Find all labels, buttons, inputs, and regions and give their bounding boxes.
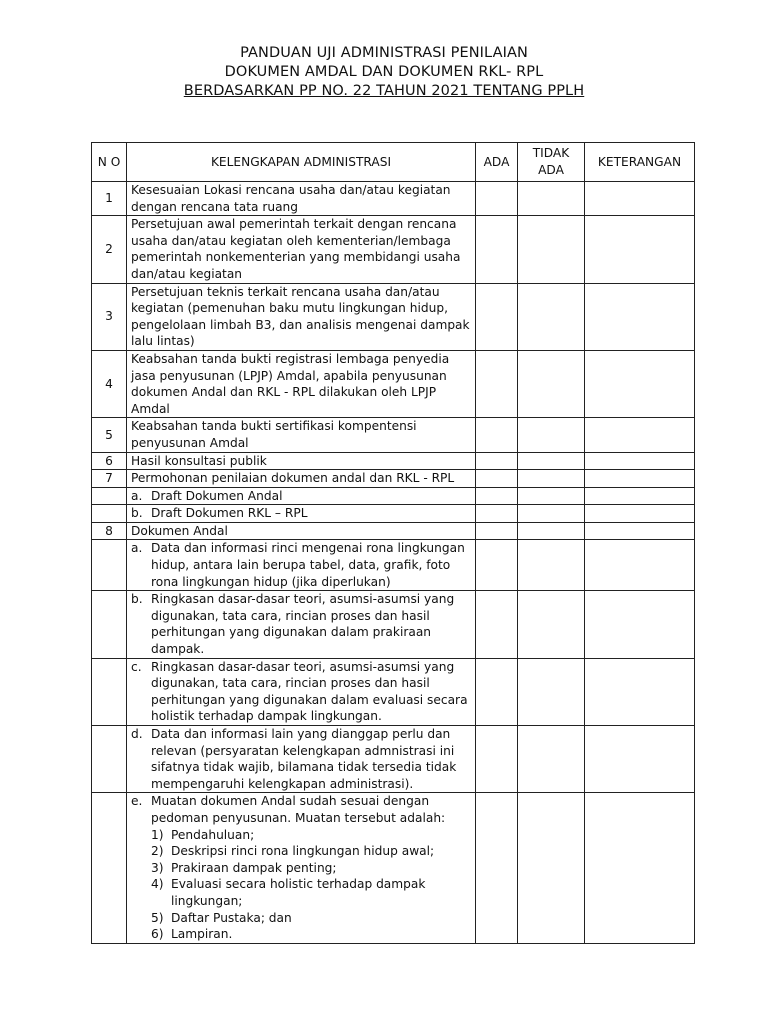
keterangan-cell xyxy=(585,350,695,417)
row-number: 2 xyxy=(92,216,127,283)
ada-cell xyxy=(476,540,518,591)
row-requirement: Hasil konsultasi publik xyxy=(127,452,476,470)
row-requirement xyxy=(127,487,476,505)
header-no: N O xyxy=(92,143,127,182)
ada-cell xyxy=(476,283,518,350)
ada-cell xyxy=(476,216,518,283)
row-number: 1 xyxy=(92,182,127,216)
table-row xyxy=(92,452,695,470)
row-number xyxy=(92,726,127,793)
row-requirement: Dokumen Andal xyxy=(127,522,476,540)
table-row xyxy=(92,487,695,505)
row-number xyxy=(92,591,127,658)
ada-cell xyxy=(476,505,518,523)
ada-cell xyxy=(476,182,518,216)
numbered-item xyxy=(131,876,471,909)
ada-cell xyxy=(476,591,518,658)
row-requirement xyxy=(127,540,476,591)
table-row xyxy=(92,470,695,488)
row-number: 6 xyxy=(92,452,127,470)
ada-cell xyxy=(476,418,518,452)
tidak-ada-cell xyxy=(518,452,585,470)
row-number: 3 xyxy=(92,283,127,350)
sub-item-marker: a. xyxy=(131,541,143,556)
sub-item-marker: d. xyxy=(131,727,143,741)
row-number: 4 xyxy=(92,350,127,417)
numbered-item-marker: 6) xyxy=(151,927,164,942)
sub-item-text: Draft Dokumen RKL – RPL xyxy=(151,506,308,521)
numbered-item-marker: 2) xyxy=(151,844,164,859)
numbered-item-text: Prakiraan dampak penting; xyxy=(171,860,337,875)
tidak-ada-cell xyxy=(518,522,585,540)
keterangan-cell xyxy=(585,540,695,591)
tidak-ada-cell xyxy=(518,216,585,283)
numbered-item-text: Evaluasi secara holistic terhadap dampak lingkungan; xyxy=(171,877,426,908)
row-requirement xyxy=(127,591,476,658)
numbered-item xyxy=(131,860,471,877)
keterangan-cell xyxy=(585,793,695,944)
sub-item-marker: a. xyxy=(131,488,143,503)
sub-item-text: Draft Dokumen Andal xyxy=(151,488,283,503)
sub-item-text: Muatan dokumen Andal sudah sesuai dengan pedoman penyusunan. Muatan tersebut adalah: xyxy=(151,794,446,825)
numbered-item-marker: 5) xyxy=(151,910,164,925)
tidak-ada-cell xyxy=(518,182,585,216)
ada-cell xyxy=(476,658,518,725)
tidak-ada-cell xyxy=(518,487,585,505)
tidak-ada-cell xyxy=(518,418,585,452)
keterangan-cell xyxy=(585,522,695,540)
sub-item-text: Data dan informasi rinci mengenai rona lingkungan hidup, antara lain berupa tabel, data, grafik, foto rona lingkungan hidup (jika diperlukan) xyxy=(151,541,465,589)
table-row xyxy=(92,350,695,417)
row-requirement xyxy=(127,793,476,944)
sub-item-text: Ringkasan dasar-dasar teori, asumsi-asumsi yang digunakan, tata cara, rincian proses dan hasil perhitungan yang digunakan dalam evaluasi secara holistik terhadap dampak lingkungan. xyxy=(151,659,468,724)
table-row xyxy=(92,216,695,283)
keterangan-cell xyxy=(585,283,695,350)
sub-item-marker: b. xyxy=(131,592,143,607)
tidak-ada-cell xyxy=(518,793,585,944)
table-row xyxy=(92,726,695,793)
table-row xyxy=(92,522,695,540)
keterangan-cell xyxy=(585,726,695,793)
document-title xyxy=(0,44,768,101)
ada-cell xyxy=(476,726,518,793)
row-requirement: Keabsahan tanda bukti sertifikasi kompentensi penyusunan Amdal xyxy=(127,418,476,452)
title-line-1: PANDUAN UJI ADMINISTRASI PENILAIAN xyxy=(240,45,528,61)
row-requirement xyxy=(127,726,476,793)
header-tidak-ada: TIDAK ADA xyxy=(518,143,585,182)
table-row xyxy=(92,182,695,216)
table-row xyxy=(92,658,695,725)
keterangan-cell xyxy=(585,182,695,216)
tidak-ada-cell xyxy=(518,350,585,417)
row-number: 5 xyxy=(92,418,127,452)
tidak-ada-cell xyxy=(518,591,585,658)
tidak-ada-cell xyxy=(518,726,585,793)
keterangan-cell xyxy=(585,505,695,523)
row-number xyxy=(92,793,127,944)
tidak-ada-cell xyxy=(518,283,585,350)
numbered-item-text: Deskripsi rinci rona lingkungan hidup awal; xyxy=(171,844,435,859)
ada-cell xyxy=(476,350,518,417)
row-requirement: Persetujuan awal pemerintah terkait dengan rencana usaha dan/atau kegiatan oleh kementerian/lembaga pemerintah nonkementerian yang membidangi usaha dan/atau kegiatan xyxy=(127,216,476,283)
table-row xyxy=(92,793,695,944)
numbered-item-text: Daftar Pustaka; dan xyxy=(171,910,292,925)
keterangan-cell xyxy=(585,216,695,283)
row-number: 8 xyxy=(92,522,127,540)
row-requirement: Keabsahan tanda bukti registrasi lembaga penyedia jasa penyusunan (LPJP) Amdal, apabila penyusunan dokumen Andal dan RKL - RPL dilakukan oleh LPJP Amdal xyxy=(127,350,476,417)
keterangan-cell xyxy=(585,591,695,658)
ada-cell xyxy=(476,487,518,505)
row-requirement xyxy=(127,658,476,725)
keterangan-cell xyxy=(585,658,695,725)
numbered-item-text: Lampiran. xyxy=(171,927,233,942)
row-number xyxy=(92,487,127,505)
row-requirement xyxy=(127,505,476,523)
table-row xyxy=(92,505,695,523)
sub-item-marker: b. xyxy=(131,506,143,521)
keterangan-cell xyxy=(585,452,695,470)
numbered-item xyxy=(131,843,471,860)
sub-item-text: Data dan informasi lain yang dianggap perlu dan relevan (persyaratan kelengkapan admnistrasi ini sifatnya tidak wajib, bilamana tidak tersedia tidak mempengaruhi kelengkapan administrasi). xyxy=(151,727,457,791)
header-kelengkapan: KELENGKAPAN ADMINISTRASI xyxy=(127,143,476,182)
table-row xyxy=(92,540,695,591)
row-number xyxy=(92,505,127,523)
checklist-body xyxy=(92,182,695,944)
table-row xyxy=(92,418,695,452)
row-requirement: Permohonan penilaian dokumen andal dan RKL - RPL xyxy=(127,470,476,488)
sub-item-marker: e. xyxy=(131,794,143,809)
checklist-table xyxy=(91,142,695,944)
ada-cell xyxy=(476,470,518,488)
row-number xyxy=(92,540,127,591)
header-keterangan: KETERANGAN xyxy=(585,143,695,182)
table-row xyxy=(92,591,695,658)
ada-cell xyxy=(476,522,518,540)
keterangan-cell xyxy=(585,470,695,488)
row-requirement: Persetujuan teknis terkait rencana usaha dan/atau kegiatan (pemenuhan baku mutu lingkungan hidup, pengelolaan limbah B3, dan analisis mengenai dampak lalu lintas) xyxy=(127,283,476,350)
numbered-item xyxy=(131,910,471,927)
sub-item-text: Ringkasan dasar-dasar teori, asumsi-asumsi yang digunakan, tata cara, rincian proses dan hasil perhitungan yang digunakan dalam prakiraan dampak. xyxy=(151,592,455,657)
keterangan-cell xyxy=(585,487,695,505)
tidak-ada-cell xyxy=(518,470,585,488)
numbered-item-marker: 1) xyxy=(151,827,164,842)
keterangan-cell xyxy=(585,418,695,452)
title-line-2: DOKUMEN AMDAL DAN DOKUMEN RKL- RPL xyxy=(224,64,544,80)
row-requirement: Kesesuaian Lokasi rencana usaha dan/atau kegiatan dengan rencana tata ruang xyxy=(127,182,476,216)
tidak-ada-cell xyxy=(518,505,585,523)
numbered-item xyxy=(131,827,471,844)
sub-item-marker: c. xyxy=(131,659,142,674)
tidak-ada-cell xyxy=(518,540,585,591)
numbered-item xyxy=(131,926,471,943)
numbered-item-marker: 4) xyxy=(151,877,164,892)
row-number xyxy=(92,658,127,725)
row-number: 7 xyxy=(92,470,127,488)
title-line-3: BERDASARKAN PP NO. 22 TAHUN 2021 TENTANG PPLH xyxy=(183,83,585,99)
header-ada: ADA xyxy=(476,143,518,182)
numbered-item-text: Pendahuluan; xyxy=(171,827,255,842)
tidak-ada-cell xyxy=(518,658,585,725)
ada-cell xyxy=(476,452,518,470)
ada-cell xyxy=(476,793,518,944)
numbered-item-marker: 3) xyxy=(151,860,164,875)
table-row xyxy=(92,283,695,350)
